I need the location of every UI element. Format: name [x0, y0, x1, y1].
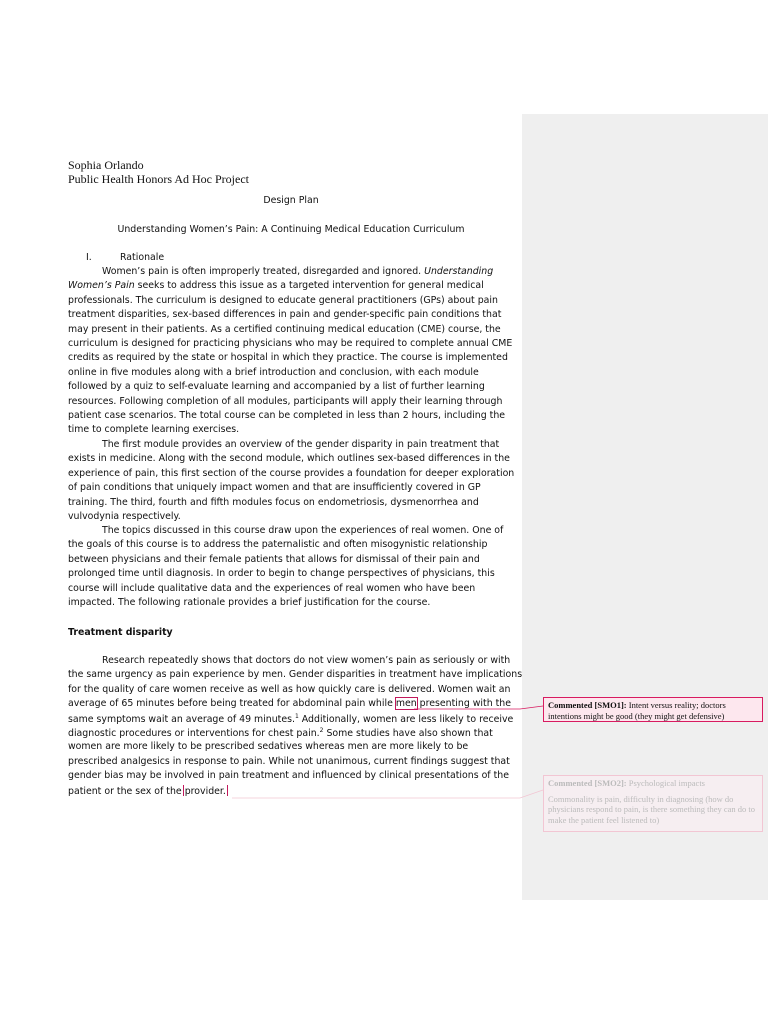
italic-title: Women’s Pain: [68, 280, 135, 292]
paragraph-line: course will include qualitative data and the experiences of real women who have been: [68, 582, 476, 594]
paragraph-line: between physicians and their female patients that allows for dismissal of their pain and: [68, 553, 480, 565]
comment-balloon-2[interactable]: [543, 775, 763, 832]
paragraph-line: The first module provides an overview of the gender disparity in pain treatment that: [102, 439, 500, 450]
comment-label: Commented [SMO1]:: [548, 700, 627, 710]
paragraph-line: resources. Following completion of all modules, participants will apply their learning through: [68, 395, 503, 407]
text-run: average of 65 minutes before being treated for abdominal pain while: [68, 698, 396, 710]
treatment-disparity-heading: Treatment disparity: [68, 627, 173, 638]
author-name: Sophia Orlando: [68, 158, 144, 172]
paragraph-line: vulvodynia respectively.: [68, 511, 181, 522]
italic-title: Understanding: [424, 266, 494, 277]
text-run: diagnostic procedures or interventions for chest pain.: [68, 728, 320, 740]
paragraph-line: prolonged time until diagnosis. In order to begin to change perspectives of physicians, this: [68, 568, 495, 580]
paragraph-line: The topics discussed in this course draw upon the experiences of real women. One of: [102, 525, 504, 536]
section-title: Rationale: [120, 252, 165, 263]
document-subtitle: Understanding Women’s Pain: A Continuing Medical Education Curriculum: [117, 224, 465, 235]
paragraph-line: may present in their patients. As a certified continuing medical education (CME) course, the: [68, 323, 501, 335]
paragraph-line: credits as required by the state or hospital in which they practice. The course is implemented: [68, 352, 508, 364]
paragraph-line: the goals of this course is to address the paternalistic and often misogynistic relationship: [68, 539, 488, 551]
document-heading: Design Plan: [263, 195, 319, 206]
paragraph-line: the same urgency as pain experience by men. Gender disparities in treatment have implications: [68, 669, 523, 681]
comment-2-connector: [232, 790, 543, 798]
paragraph-line: exists in medicine. Along with the second module, which outlines sex-based differences in the: [68, 453, 510, 465]
paragraph-line: prescribed analgesics in response to pain. While not unanimous, current findings suggest that: [68, 755, 510, 767]
comment-text: Intent versus reality; doctors intentions might be good (they might get defensive): [548, 700, 726, 721]
text-run: Additionally, women are less likely to receive: [298, 713, 514, 725]
paragraph-line: of pain conditions that uniquely impact women and that are insufficiently covered in GP: [68, 482, 481, 494]
paragraph-line: followed by a quiz to self-evaluate learning and accompanied by a list of further learning: [68, 381, 485, 393]
text-run: presenting with the: [416, 698, 512, 710]
comment-anchor-highlight[interactable]: men: [395, 698, 417, 710]
paragraph-line: treatment disparities, sex-based differences in pain and gender-specific pain conditions that: [68, 309, 502, 321]
text-run: same symptoms wait an average of 49 minutes.: [68, 713, 295, 725]
paragraph-line: gender bias may be involved in pain treatment and influenced by clinical presentations of the: [68, 770, 509, 782]
text-run: patient or the sex of the: [68, 785, 182, 797]
footnote-ref[interactable]: 1: [295, 712, 299, 720]
paragraph-line: professionals. The curriculum is designed to educate general practitioners (GPs) about pain: [68, 294, 498, 306]
paragraph-line: women are more likely to be prescribed sedatives whereas men are more likely to be: [68, 741, 469, 753]
comment-title: Psychological impacts: [626, 778, 705, 788]
paragraph-line: for the quality of care women receive as well as how quickly care is delivered. Women wait an: [68, 683, 511, 695]
paragraph-line: Research repeatedly shows that doctors do not view women’s pain as seriously or with: [102, 655, 511, 666]
paragraph-line: experience of pain, this first section of the course provides a foundation for deeper exploration: [68, 467, 515, 479]
paragraph-line: patient case scenarios. The total course can be completed in less than 2 hours, including the: [68, 410, 506, 421]
paragraph-line: curriculum is designed for practicing physicians who may be required to complete annual CME: [68, 338, 513, 349]
text-run: Some studies have also shown that: [323, 728, 493, 740]
text-run: provider.: [184, 785, 226, 797]
text-run: seeks to address this issue as a targeted intervention for general medical: [134, 280, 484, 292]
section-number: I.: [86, 252, 92, 263]
text-run: Women’s pain is often improperly treated, disregarded and ignored.: [102, 266, 425, 277]
project-title: Public Health Honors Ad Hoc Project: [68, 172, 249, 186]
comment-balloon-1[interactable]: [543, 697, 763, 722]
paragraph-line: impacted. The following rationale provides a brief justification for the course.: [68, 597, 431, 608]
paragraph-line: time to complete learning exercises.: [68, 424, 240, 436]
paragraph-line: online in five modules along with a brief introduction and conclusion, with each module: [68, 366, 479, 378]
comment-label: Commented [SMO2]:: [548, 778, 627, 788]
paragraph-line: training. The third, fourth and fifth modules focus on endometriosis, dysmenorrhea and: [68, 496, 479, 508]
comment-text: Commonality is pain, difficulty in diagnosing (how do physicians respond to pain, is there something they can do to make the patient feel listened to): [548, 793, 756, 825]
comment-1-connector: [414, 706, 543, 709]
comment-header: [548, 778, 758, 789]
footnote-ref[interactable]: 2: [319, 727, 324, 734]
